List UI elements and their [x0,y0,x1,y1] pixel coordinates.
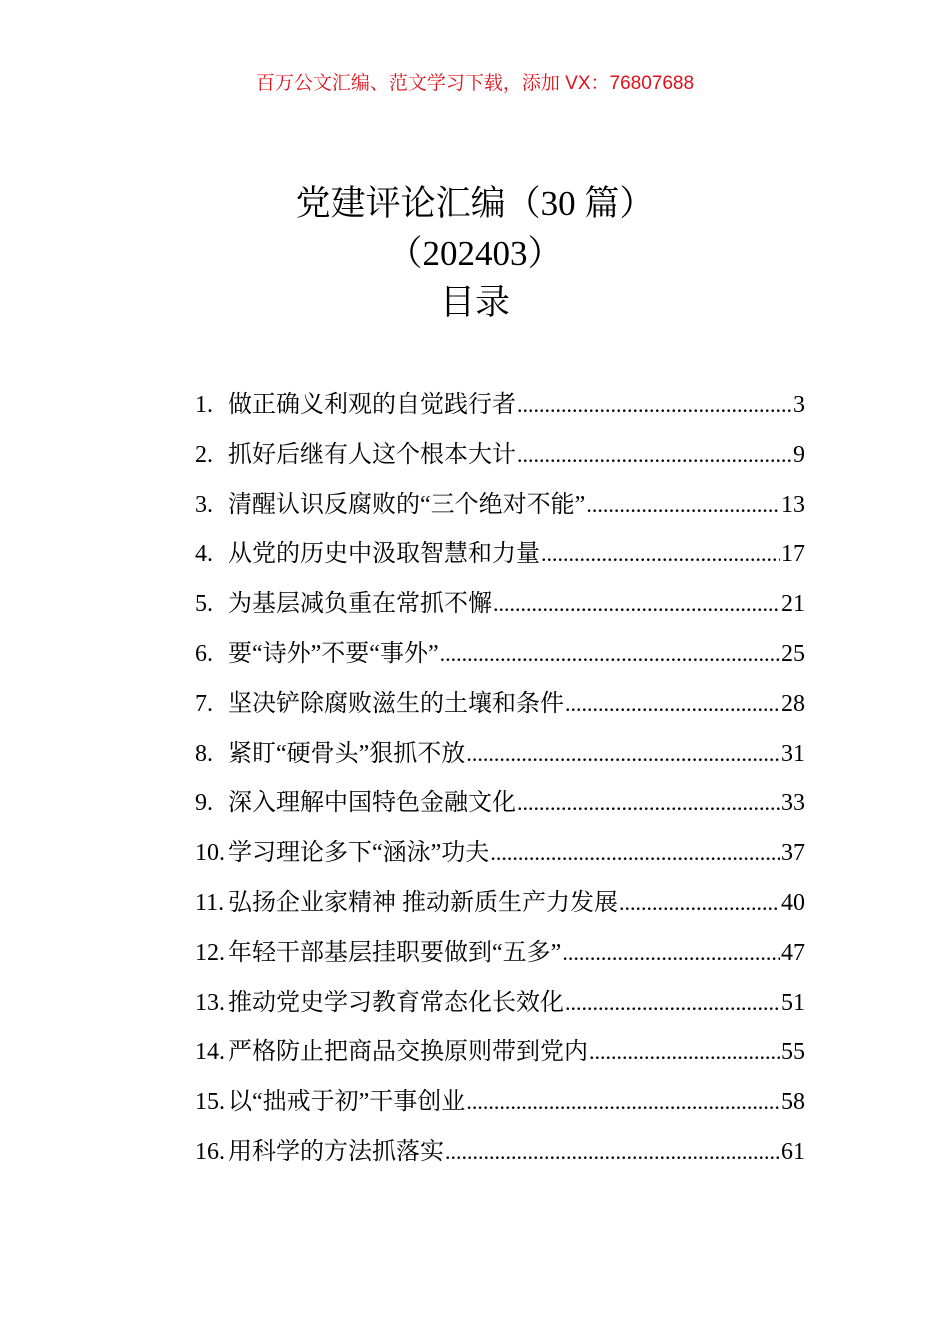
toc-leader-dots [466,1089,780,1116]
toc-entry-page: 13 [781,491,805,518]
toc-leader-dots [541,541,780,568]
toc-leader-dots [619,890,780,917]
toc-entry-number: 4. [195,541,213,568]
document-title: 党建评论汇编（30 篇） [295,184,655,223]
toc-entry-number: 9. [195,790,213,817]
toc-entry-page: 58 [781,1089,805,1116]
table-of-contents [195,384,805,1181]
toc-entry[interactable] [195,1081,805,1131]
toc-entry-title: 学习理论多下“涵泳”功夫 [228,840,490,867]
toc-entry-page: 25 [781,640,805,667]
toc-entry-title: 推动党史学习教育常态化长效化 [228,989,564,1016]
toc-leader-dots [445,1139,780,1166]
toc-entry-number: 1. [195,392,213,418]
watermark-banner: 百万公文汇编、范文学习下载，添加 VX：76807688 [255,73,695,94]
toc-entry-number: 3. [195,491,213,518]
toc-entry-number: 8. [195,740,213,767]
toc-leader-dots [565,691,780,718]
toc-entry[interactable] [195,932,805,982]
toc-entry-title: 坚决铲除腐败滋生的土壤和条件 [228,690,564,717]
toc-entry[interactable] [195,1131,805,1181]
toc-entry-page: 33 [781,790,805,817]
toc-leader-dots [466,741,780,768]
toc-leader-dots [586,492,780,519]
toc-entry[interactable] [195,683,805,733]
toc-leader-dots [490,840,780,867]
toc-entry-number: 13. [195,989,225,1016]
toc-entry-page: 55 [781,1039,805,1066]
toc-entry-number: 14. [195,1039,225,1066]
toc-entry-number: 7. [195,690,213,717]
toc-entry-title: 抓好后继有人这个根本大计 [228,441,516,468]
toc-entry-number: 12. [195,939,225,966]
toc-entry[interactable] [195,882,805,932]
toc-heading: 目录 [439,283,510,322]
toc-entry-page: 40 [781,889,805,916]
toc-entry-page: 28 [781,690,805,717]
toc-leader-dots [589,1039,780,1066]
toc-leader-dots [517,790,780,817]
toc-entry-title: 以“拙戒于初”干事创业 [228,1089,466,1116]
toc-entry-page: 9 [793,441,805,468]
toc-entry-number: 2. [195,441,213,468]
toc-entry-title: 从党的历史中汲取智慧和力量 [228,541,540,568]
toc-entry[interactable] [195,484,805,534]
toc-entry-number: 6. [195,640,213,667]
toc-entry-page: 51 [781,989,805,1016]
toc-entry-title: 年轻干部基层挂职要做到“五多” [228,939,562,966]
toc-leader-dots [493,591,780,618]
toc-leader-dots [562,940,780,967]
toc-entry[interactable] [195,583,805,633]
toc-entry-title: 要“诗外”不要“事外” [228,640,439,667]
toc-leader-dots [440,641,780,668]
toc-entry-page: 17 [781,541,805,568]
toc-entry-number: 16. [195,1138,225,1165]
toc-leader-dots [565,990,780,1017]
toc-leader-dots [517,442,792,469]
toc-entry[interactable] [195,982,805,1032]
toc-entry-title: 为基层减负重在常抓不懈 [228,591,492,618]
toc-entry-title: 深入理解中国特色金融文化 [228,790,516,817]
toc-entry-number: 10. [195,840,225,867]
toc-entry-number: 15. [195,1089,225,1116]
toc-entry[interactable] [195,782,805,832]
toc-entry-page: 61 [781,1138,805,1165]
toc-entry[interactable] [195,384,805,434]
toc-entry[interactable] [195,832,805,882]
toc-entry-number: 5. [195,591,213,618]
toc-entry-page: 47 [781,939,805,966]
toc-entry-page: 37 [781,840,805,867]
toc-entry-title: 严格防止把商品交换原则带到党内 [228,1039,588,1066]
toc-entry-title: 用科学的方法抓落实 [228,1138,444,1165]
toc-entry-page: 21 [781,591,805,618]
toc-entry-page: 3 [793,392,805,418]
toc-entry-title: 清醒认识反腐败的“三个绝对不能” [228,491,586,518]
toc-entry[interactable] [195,733,805,783]
toc-entry-title: 紧盯“硬骨头”狠抓不放 [228,740,466,767]
toc-entry-title: 弘扬企业家精神 推动新质生产力发展 [228,889,618,916]
toc-entry-page: 31 [781,740,805,767]
toc-entry-title: 做正确义利观的自觉践行者 [228,392,516,418]
document-subtitle-date: （202403） [387,234,563,273]
toc-entry[interactable] [195,533,805,583]
toc-entry[interactable] [195,434,805,484]
toc-leader-dots [517,392,792,419]
toc-entry-number: 11. [195,889,225,916]
toc-entry[interactable] [195,1031,805,1081]
toc-entry[interactable] [195,633,805,683]
